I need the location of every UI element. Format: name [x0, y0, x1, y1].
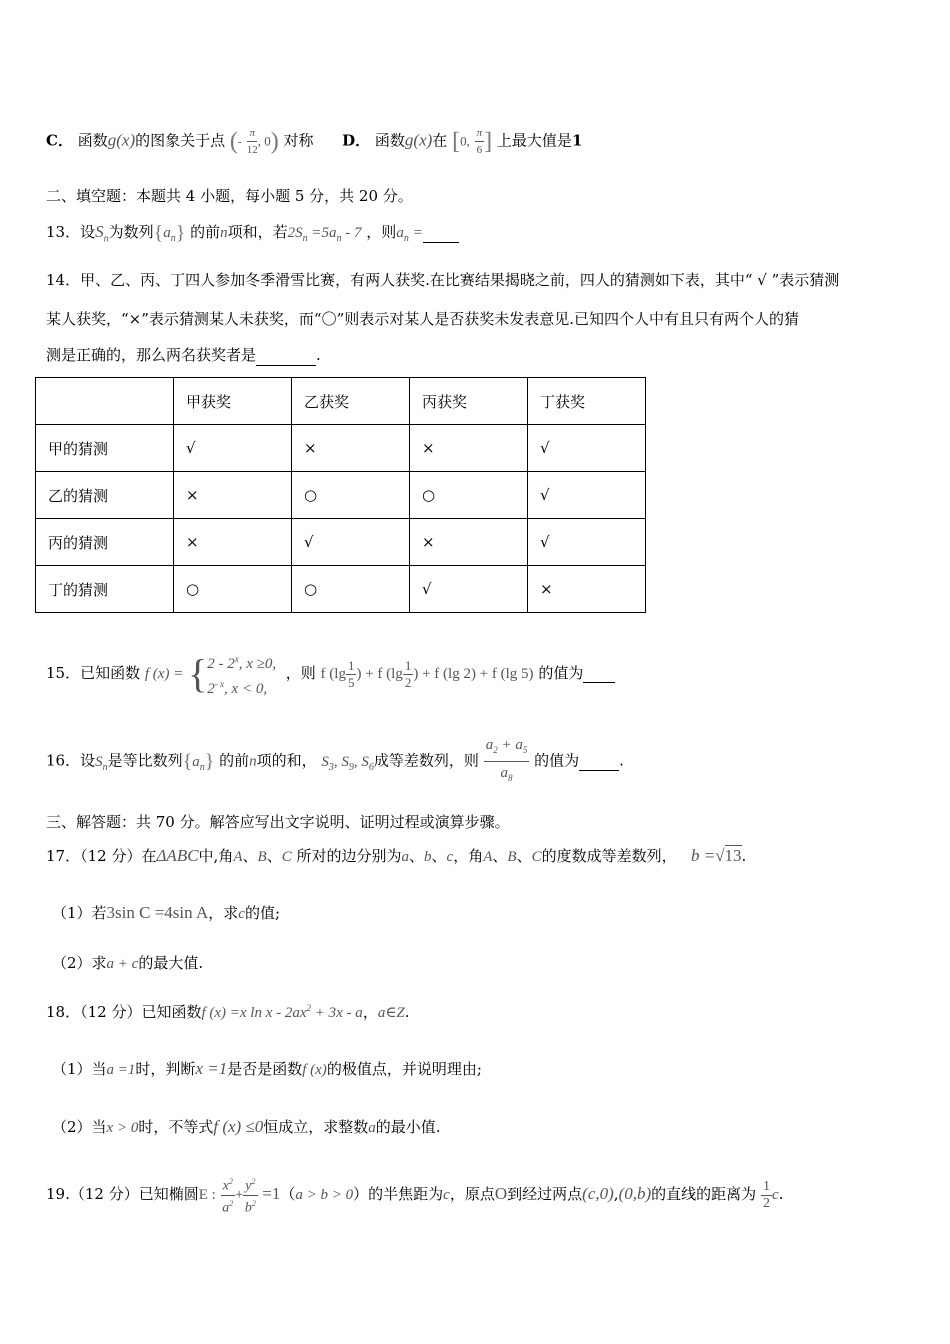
- q18-p2-label: （2）当: [52, 1118, 107, 1136]
- table-cell: ×: [174, 519, 292, 566]
- option-c-point-zero: , 0: [257, 133, 271, 149]
- q13-t3: 项和，若: [227, 223, 288, 241]
- q13-sn: $S_n$: [95, 222, 109, 245]
- q17-side-b: b: [424, 849, 432, 865]
- q16-t3: 项的和，: [256, 751, 317, 770]
- guess-table: [35, 377, 646, 613]
- table-header-cell: 丁获奖: [528, 378, 646, 425]
- option-d-func: g(x): [404, 130, 433, 150]
- q19-half: $\frac{1}{2}$: [762, 1178, 770, 1211]
- table-cell: √: [528, 425, 646, 472]
- q16-t4: 成等差数列，则: [373, 751, 479, 770]
- option-d-text: 函数: [374, 131, 405, 150]
- q19-num: 19.（12 分）已知椭圆: [46, 1185, 199, 1204]
- q15-t2: 的值为: [538, 664, 584, 682]
- q16-seq: $a_n$: [192, 753, 205, 773]
- section-2-heading: 二、填空题：本题共 4 小题，每小题 5 分，共 20 分。: [46, 187, 413, 205]
- q13-equation: $2S_n =5a_n - 7$: [287, 225, 362, 244]
- q16-n: n: [249, 753, 257, 770]
- option-c-func: g(x): [107, 130, 136, 150]
- q19-ellipse-label: E :: [198, 1187, 216, 1204]
- q13-answer-lhs: $a_n$ =: [396, 225, 423, 244]
- option-c-text: 函数: [77, 131, 108, 150]
- q15-expression: f (lg $\frac{1}{5}$ ) + f (lg $\frac{1}{2}$ ) + f (lg 2) + f (lg 5): [320, 658, 534, 691]
- q16-num: 16．设: [46, 751, 96, 770]
- q17-angle-b: B: [257, 849, 267, 865]
- table-cell: ×: [174, 472, 292, 519]
- table-header-cell: 甲获奖: [174, 378, 292, 425]
- q16-fraction: $\frac{a_2 + a_5}{a_8}$: [484, 734, 530, 789]
- q17-p2-expression: a + c: [106, 956, 139, 972]
- table-cell: ○: [410, 472, 528, 519]
- option-c-text2: 的图象关于点: [135, 131, 226, 150]
- option-d-text2: 在: [432, 131, 448, 150]
- table-cell: ×: [292, 425, 410, 472]
- table-cell: 甲的猜测: [36, 425, 174, 472]
- table-header-cell: [36, 378, 174, 425]
- q17-side-c: c: [446, 849, 454, 865]
- q18-p1-label: （1）当: [52, 1060, 107, 1078]
- q15-piecewise: [207, 649, 276, 699]
- option-c-paren-close: ): [270, 128, 279, 155]
- q13-t4: ，则: [366, 223, 397, 241]
- table-header-row: [36, 378, 646, 425]
- option-d-paren-open: [: [452, 128, 461, 155]
- table-cell: √: [174, 425, 292, 472]
- table-cell: √: [528, 472, 646, 519]
- q16-t2: 的前: [219, 751, 250, 770]
- q17-t1: 中,角: [198, 847, 234, 865]
- q18-part-2: （2）当x > 0时，不等式f (x) ≤0恒成立，求整数a的最小值.: [52, 1117, 441, 1136]
- option-c-label: C．: [46, 131, 73, 150]
- q15-num: 15．已知函数: [46, 664, 141, 682]
- q15-case-2: $2^{- x}$, x < 0,: [207, 679, 268, 697]
- option-c-point-frac: $\frac{\pi}{12}$: [246, 127, 258, 156]
- table-cell: ○: [174, 566, 292, 613]
- table-cell: ×: [410, 519, 528, 566]
- question-18: 18．（12 分）已知函数f (x) =x $\ln x - 2ax^2 + 3x - a$，a∈Z.: [46, 1003, 410, 1021]
- q14-line-1: 14．甲、乙、丙、丁四人参加冬季滑雪比赛，有两人获奖.在比赛结果揭晓之前，四人的猜测如下表，其中“ √ ”表示猜测: [46, 271, 840, 289]
- question-19: 19.（12 分）已知椭圆E : $\frac{x^2}{a^2}$ + $\frac{y^2}{b^2}$ =1（a > b > 0）的半焦距为c，原点O到经过两点(c,0),(0,b)的直线的距离为 $\frac{1}{2}$ c.: [46, 1174, 783, 1216]
- q17-b-value: b =: [690, 846, 716, 865]
- q15-case-1: 2 - 2$^x$, x ≥0,: [207, 654, 277, 672]
- q13-t2: 的前: [190, 223, 221, 241]
- table-cell: ○: [292, 566, 410, 613]
- q15-answer-blank[interactable]: [583, 664, 615, 683]
- q17-t2: 所对的边分别为: [296, 847, 402, 865]
- table-row: [36, 566, 646, 613]
- q15-fx: f (x) =: [144, 666, 184, 682]
- option-d-interval-start: 0,: [460, 133, 470, 149]
- option-d-paren-close: ]: [484, 128, 493, 155]
- q13-n: n: [220, 225, 228, 241]
- table-cell: √: [528, 519, 646, 566]
- q14-line-3: [46, 345, 321, 366]
- table-cell: √: [292, 519, 410, 566]
- option-c-paren-open: (: [229, 128, 238, 155]
- q17-p1-equation: 3sin C =4sin A: [106, 903, 209, 922]
- question-17: 17．（12 分）在ΔABC中,角A、B、C 所对的边分别为a、b、c，角A、B、C的度数成等差数列， b =√13.: [46, 846, 747, 865]
- q14-answer-blank[interactable]: [256, 345, 316, 366]
- question-15: [46, 648, 615, 699]
- q17-p1-label: （1）若: [52, 904, 107, 922]
- q17-num: 17．（12 分）在: [46, 847, 157, 865]
- q19-condition: a > b > 0: [295, 1187, 354, 1204]
- option-d-interval-frac: $\frac{\pi}{6}$: [476, 127, 483, 156]
- q14-period: .: [316, 346, 321, 364]
- q17-sqrt-value: 13: [724, 846, 742, 865]
- table-row: [36, 425, 646, 472]
- q17-side-a: a: [401, 849, 410, 865]
- table-header-cell: 乙获奖: [292, 378, 410, 425]
- option-c-text3: 对称: [283, 131, 314, 150]
- option-d-label: D．: [342, 131, 371, 150]
- q17-t4: 的度数成等差数列，: [541, 847, 677, 865]
- q19-equals-one: =1: [262, 1184, 281, 1204]
- table-cell: 乙的猜测: [36, 472, 174, 519]
- table-row: [36, 519, 646, 566]
- question-16: 16．设$S_n$是等比数列$\{a_n\}$ 的前n项的和， $S_3$, $S_9$, $S_6$成等差数列，则 $\frac{a_2 + a_5}{a_8}$ 的值为 .: [46, 734, 624, 794]
- q19-frac-y: $\frac{y^2}{b^2}$: [243, 1174, 257, 1216]
- section-3-heading: 三、解答题：共 70 分。解答应写出文字说明、证明过程或演算步骤。: [46, 813, 510, 831]
- q16-answer-blank[interactable]: [579, 752, 619, 771]
- q16-t1: 是等比数列: [107, 751, 183, 770]
- q18-num: 18．（12 分）已知函数: [46, 1003, 202, 1021]
- table-header-cell: 丙获奖: [410, 378, 528, 425]
- q19-point-1: (c,0): [582, 1184, 614, 1204]
- table-cell: 丙的猜测: [36, 519, 174, 566]
- question-13: 13．设$S_n$为数列$\{a_n\}$ 的前n项和，若$2S_n =5a_n - 7$ ，则$a_n$ =: [46, 222, 459, 249]
- q18-domain: a∈Z: [377, 1005, 405, 1021]
- q18-function: f (x) =x $\ln x - 2ax^2 + 3x - a$: [201, 1003, 363, 1021]
- q16-s-terms: $S_3$, $S_9$, $S_6$: [321, 753, 374, 773]
- q17-triangle: ΔABC: [156, 846, 199, 865]
- q18-part-1: （1）当a =1时，判断x =1是否是函数f (x)的极值点，并说明理由;: [52, 1059, 482, 1078]
- q17-part-2: （2）求a + c的最大值.: [52, 954, 204, 972]
- q16-period: .: [619, 751, 624, 770]
- q13-t1: 为数列: [108, 223, 154, 241]
- table-cell: √: [410, 566, 528, 613]
- q17-p2-label: （2）求: [52, 954, 107, 972]
- table-cell: 丁的猜测: [36, 566, 174, 613]
- q17-angle-c: C: [281, 849, 292, 865]
- table-cell: ×: [528, 566, 646, 613]
- q17-angle-a: A: [233, 849, 243, 865]
- option-c-point-sign: -: [237, 134, 242, 149]
- q13-answer-blank[interactable]: [423, 222, 459, 243]
- q16-sn: $S_n$: [95, 753, 108, 773]
- q17-t3: ，角: [453, 847, 484, 865]
- q13-seq: $a_n$: [163, 225, 176, 244]
- q14-line-3-text: 测是正确的，那么两名获奖者是: [46, 346, 257, 364]
- option-d-value: 1: [571, 131, 583, 150]
- table-row: [36, 472, 646, 519]
- q15-t1: ，则: [285, 664, 316, 682]
- option-d-text3: 上最大值是: [496, 131, 572, 150]
- q17-part-1: （1）若3sin C =4sin A，求c的值;: [52, 903, 280, 922]
- q13-num: 13．设: [46, 223, 96, 241]
- options-c-d-line: [46, 125, 582, 158]
- table-cell: ○: [292, 472, 410, 519]
- q15-brace: {: [188, 651, 208, 696]
- table-cell: ×: [410, 425, 528, 472]
- q19-frac-x: $\frac{x^2}{a^2}$: [221, 1174, 235, 1216]
- q16-t5: 的值为: [534, 751, 580, 770]
- q19-point-2: (0,b): [618, 1184, 652, 1204]
- q14-line-2: 某人获奖，“×”表示猜测某人未获奖，而“〇”则表示对某人是否获奖未发表意见.已知四个人中有且只有两个人的猜: [46, 310, 800, 328]
